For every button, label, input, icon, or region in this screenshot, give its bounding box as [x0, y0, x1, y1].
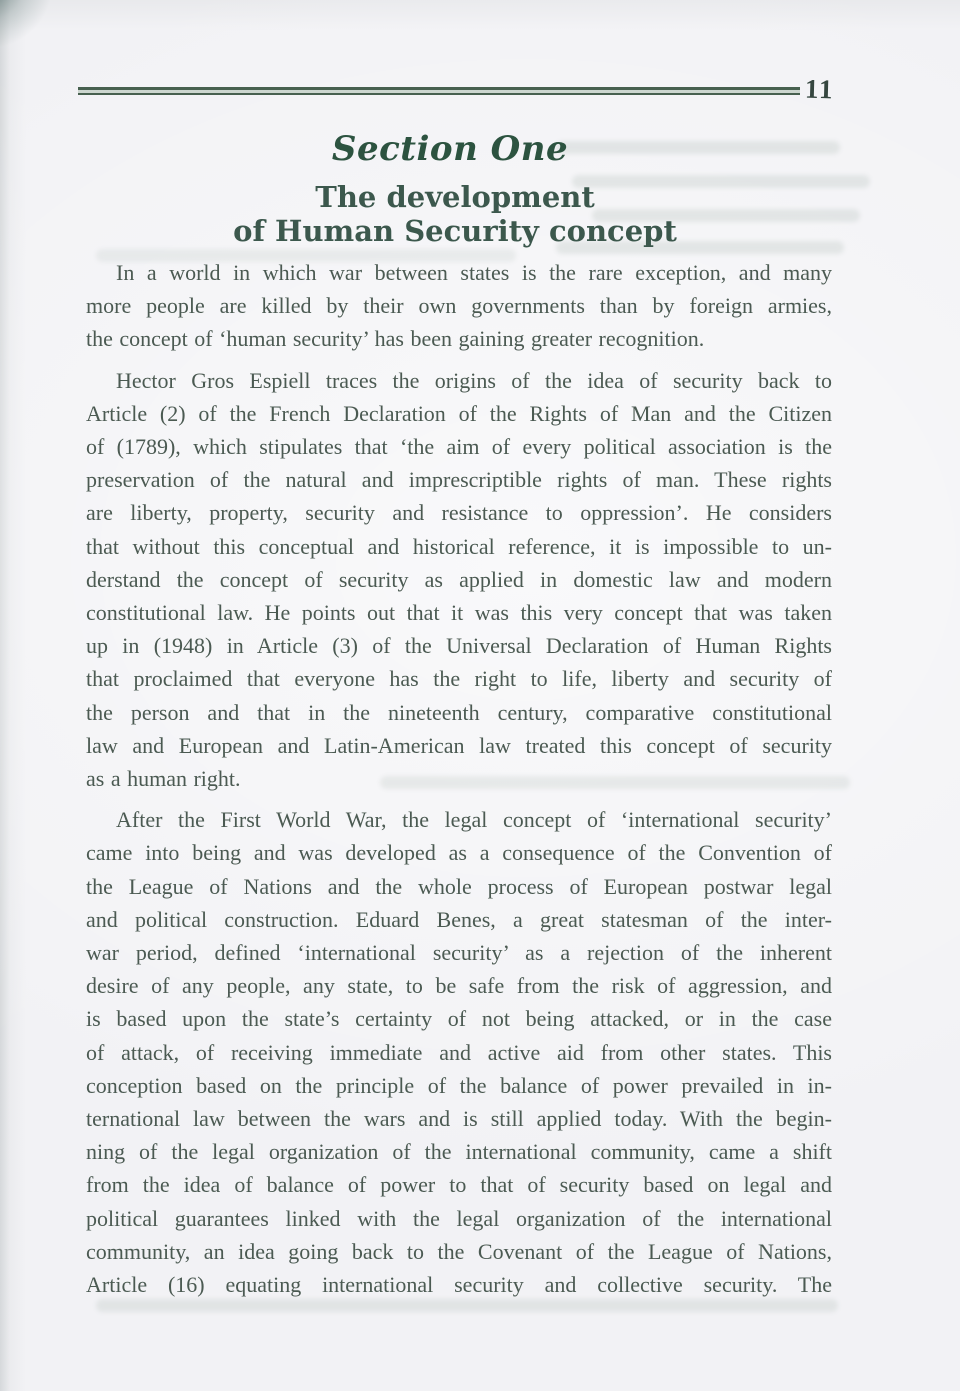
text-line: from the idea of balance of power to that of security based on legal and — [86, 1172, 832, 1198]
text-line: derstand the concept of security as applied in domestic law and modern — [86, 566, 832, 592]
text-line: that without this conceptual and historical reference, it is impossible to un- — [86, 533, 832, 559]
page-number: 11 — [804, 73, 835, 105]
text-line: After the First World War, the legal concept of ‘international security’ — [116, 807, 832, 833]
text-line: up in (1948) in Article (3) of the Universal Declaration of Human Rights — [86, 633, 832, 659]
chapter-title-line1: The development — [315, 180, 595, 214]
text-line: Article (16) equating international security and collective security. The — [86, 1272, 832, 1298]
text-line: of (1789), which stipulates that ‘the aim of every political association is the — [86, 434, 832, 460]
text-line: law and European and Latin-American law treated this concept of security — [86, 732, 832, 758]
text-line: constitutional law. He points out that it was this very concept that was taken — [86, 600, 832, 626]
text-line: conception based on the principle of the balance of power prevailed in in- — [86, 1072, 832, 1098]
text-line: are liberty, property, security and resistance to oppression’. He considers — [86, 500, 832, 526]
paragraph — [86, 364, 832, 796]
text-line: preservation of the natural and imprescriptible rights of man. These rights — [86, 467, 832, 493]
text-line: and political construction. Eduard Benes, a great statesman of the inter- — [86, 906, 832, 932]
chapter-title — [0, 180, 910, 248]
text-line: In a world in which war between states is the rare exception, and many — [116, 260, 832, 285]
body-text — [86, 256, 832, 1301]
text-line: desire of any people, any state, to be safe from the risk of aggression, and — [86, 973, 832, 999]
text-line: war period, defined ‘international security’ as a rejection of the inherent — [86, 940, 832, 966]
text-line: Article (2) of the French Declaration of the Rights of Man and the Citizen — [86, 400, 832, 426]
text-line: ternational law between the wars and is still applied today. With the begin- — [86, 1106, 832, 1132]
text-line: the League of Nations and the whole process of European postwar legal — [86, 873, 832, 899]
text-line: political guarantees linked with the legal organization of the international — [86, 1205, 832, 1231]
paragraph — [86, 256, 832, 356]
text-line: Hector Gros Espiell traces the origins of the idea of security back to — [116, 367, 832, 393]
scan-corner-smudge — [0, 0, 120, 60]
text-line: as a human right. — [86, 766, 241, 792]
text-line: the concept of ‘human security’ has been gaining greater recognition. — [86, 326, 705, 352]
header-rule — [78, 87, 800, 96]
text-line: of attack, of receiving immediate and active aid from other states. This — [86, 1039, 832, 1065]
text-line: the person and that in the nineteenth century, comparative constitutional — [86, 699, 832, 725]
text-line: more people are killed by their own governments than by foreign armies, — [86, 293, 832, 319]
paragraph — [86, 803, 832, 1301]
text-line: ning of the legal organization of the international community, came a shift — [86, 1139, 832, 1165]
text-line: is based upon the state’s certainty of not being attacked, or in the case — [86, 1006, 832, 1032]
section-heading: Section One — [331, 129, 569, 169]
text-line: came into being and was developed as a consequence of the Convention of — [86, 840, 832, 866]
text-line: that proclaimed that everyone has the right to life, liberty and security of — [86, 666, 832, 692]
chapter-title-line2: of Human Security concept — [233, 214, 677, 248]
text-line: community, an idea going back to the Covenant of the League of Nations, — [86, 1238, 832, 1264]
